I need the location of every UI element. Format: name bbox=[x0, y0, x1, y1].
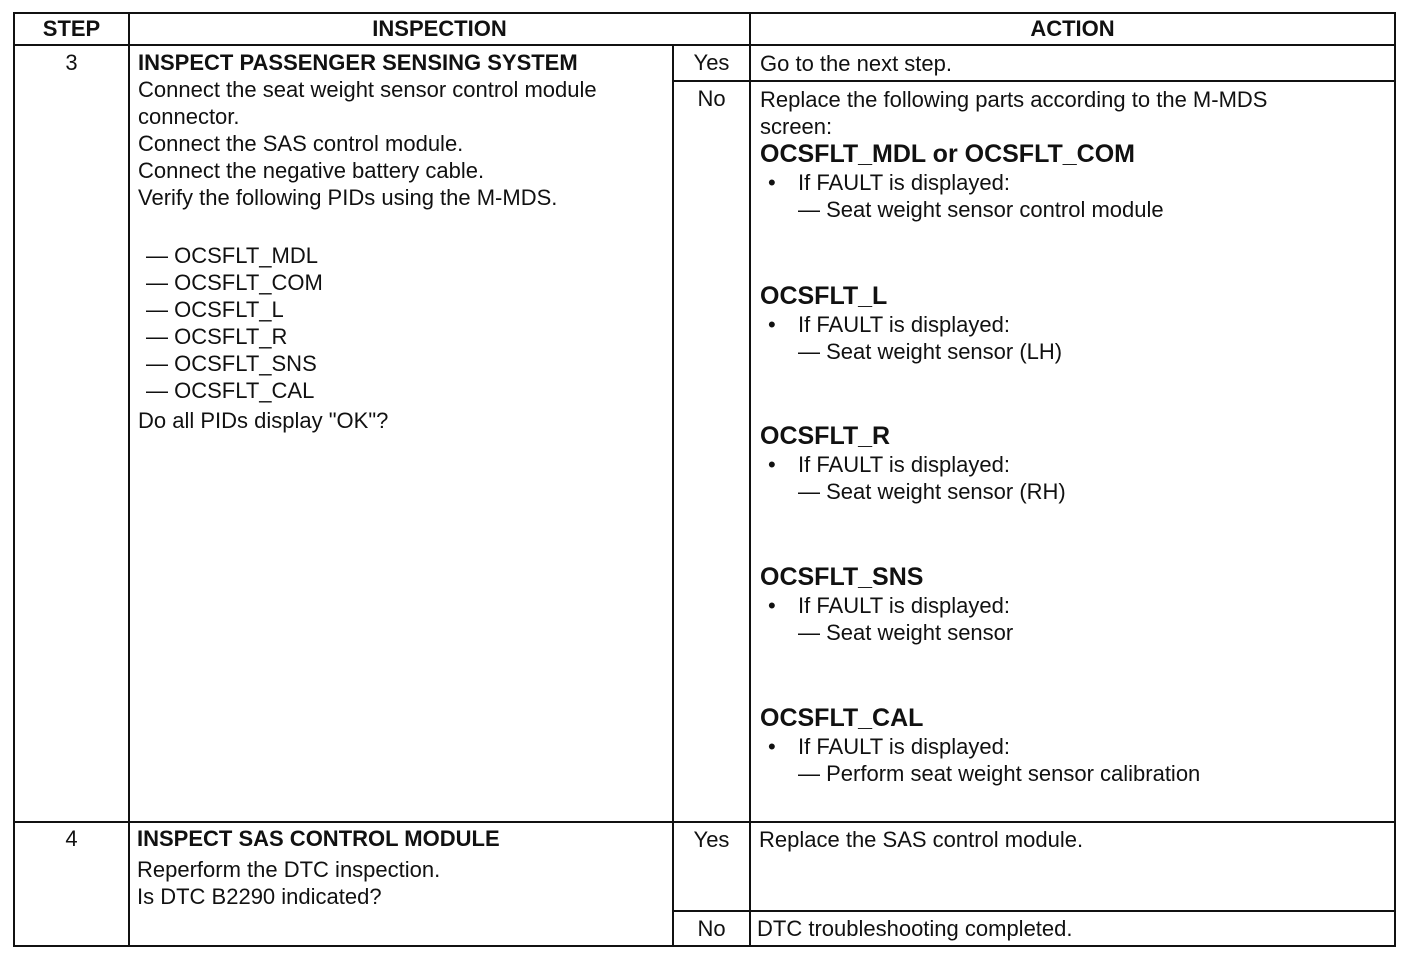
step3-title: INSPECT PASSENGER SENSING SYSTEM bbox=[138, 50, 578, 75]
step3-line-2: connector. bbox=[138, 104, 240, 129]
header-action: ACTION bbox=[1030, 16, 1115, 41]
step3-yes-label: Yes bbox=[693, 50, 730, 75]
group-condition: If FAULT is displayed: bbox=[798, 452, 1010, 477]
step3-line-5: Verify the following PIDs using the M-MDS. bbox=[138, 185, 558, 210]
step3-number: 3 bbox=[65, 50, 78, 75]
step3-line-4: Connect the negative battery cable. bbox=[138, 158, 485, 183]
table-border-right bbox=[1394, 12, 1396, 947]
step4-no-action: DTC troubleshooting completed. bbox=[757, 916, 1073, 941]
action-column-divider bbox=[749, 12, 751, 947]
group-code: OCSFLT_SNS bbox=[760, 563, 924, 591]
pid-item: — OCSFLT_SNS bbox=[146, 351, 317, 376]
group-code: OCSFLT_MDL or OCSFLT_COM bbox=[760, 140, 1135, 168]
pid-item: — OCSFLT_MDL bbox=[146, 243, 318, 268]
step3-pid-list bbox=[146, 242, 323, 404]
action-group-cal bbox=[760, 703, 1200, 787]
step4-inspection bbox=[137, 825, 500, 910]
action-group-mdl-com bbox=[760, 139, 1164, 223]
no-intro-line-1: Replace the following parts according to the M-MDS bbox=[760, 87, 1268, 112]
bullet-icon: • bbox=[768, 452, 776, 477]
bullet-icon: • bbox=[768, 734, 776, 759]
step-divider bbox=[13, 821, 1396, 823]
group-part: — Seat weight sensor bbox=[798, 620, 1014, 645]
step3-yes-action: Go to the next step. bbox=[760, 51, 953, 76]
action-group-r bbox=[760, 421, 1066, 505]
step4-title: INSPECT SAS CONTROL MODULE bbox=[137, 826, 500, 851]
table-border-top bbox=[13, 12, 1396, 14]
step3-line-1: Connect the seat weight sensor control module bbox=[138, 77, 597, 102]
step4-line-2: Is DTC B2290 indicated? bbox=[137, 884, 382, 909]
step4-yes-action: Replace the SAS control module. bbox=[759, 827, 1084, 852]
group-part: — Seat weight sensor (RH) bbox=[798, 479, 1066, 504]
step4-yes-label: Yes bbox=[693, 827, 730, 852]
step3-inspection bbox=[138, 49, 597, 211]
header-step: STEP bbox=[42, 16, 101, 41]
pid-item: — OCSFLT_CAL bbox=[146, 378, 315, 403]
table-border-left bbox=[13, 12, 15, 947]
step4-no-label: No bbox=[697, 916, 726, 941]
group-condition: If FAULT is displayed: bbox=[798, 312, 1010, 337]
step4-number: 4 bbox=[65, 826, 78, 851]
header-inspection: INSPECTION bbox=[372, 16, 507, 41]
group-part: — Seat weight sensor control module bbox=[798, 197, 1164, 222]
pid-item: — OCSFLT_R bbox=[146, 324, 288, 349]
table-border-bottom bbox=[13, 945, 1396, 947]
no-intro-line-2: screen: bbox=[760, 114, 833, 139]
group-condition: If FAULT is displayed: bbox=[798, 170, 1010, 195]
step4-line-1: Reperform the DTC inspection. bbox=[137, 857, 441, 882]
action-group-l bbox=[760, 281, 1062, 365]
step3-no-label: No bbox=[697, 86, 726, 111]
group-condition: If FAULT is displayed: bbox=[798, 593, 1010, 618]
step3-yes-divider bbox=[672, 80, 1396, 82]
bullet-icon: • bbox=[768, 170, 776, 195]
step3-question: Do all PIDs display "OK"? bbox=[138, 408, 389, 433]
step3-no-intro bbox=[760, 86, 1267, 140]
group-code: OCSFLT_L bbox=[760, 282, 888, 310]
pid-item: — OCSFLT_COM bbox=[146, 270, 323, 295]
header-divider bbox=[13, 44, 1396, 46]
group-part: — Seat weight sensor (LH) bbox=[798, 339, 1063, 364]
pid-item: — OCSFLT_L bbox=[146, 297, 284, 322]
inspection-answer-divider bbox=[672, 44, 674, 947]
group-part: — Perform seat weight sensor calibration bbox=[798, 761, 1201, 786]
bullet-icon: • bbox=[768, 312, 776, 337]
group-code: OCSFLT_CAL bbox=[760, 704, 924, 732]
step4-yes-divider bbox=[672, 910, 1396, 912]
group-condition: If FAULT is displayed: bbox=[798, 734, 1010, 759]
step-column-divider bbox=[128, 12, 130, 947]
step3-line-3: Connect the SAS control module. bbox=[138, 131, 464, 156]
action-group-sns bbox=[760, 562, 1013, 646]
bullet-icon: • bbox=[768, 593, 776, 618]
group-code: OCSFLT_R bbox=[760, 422, 891, 450]
